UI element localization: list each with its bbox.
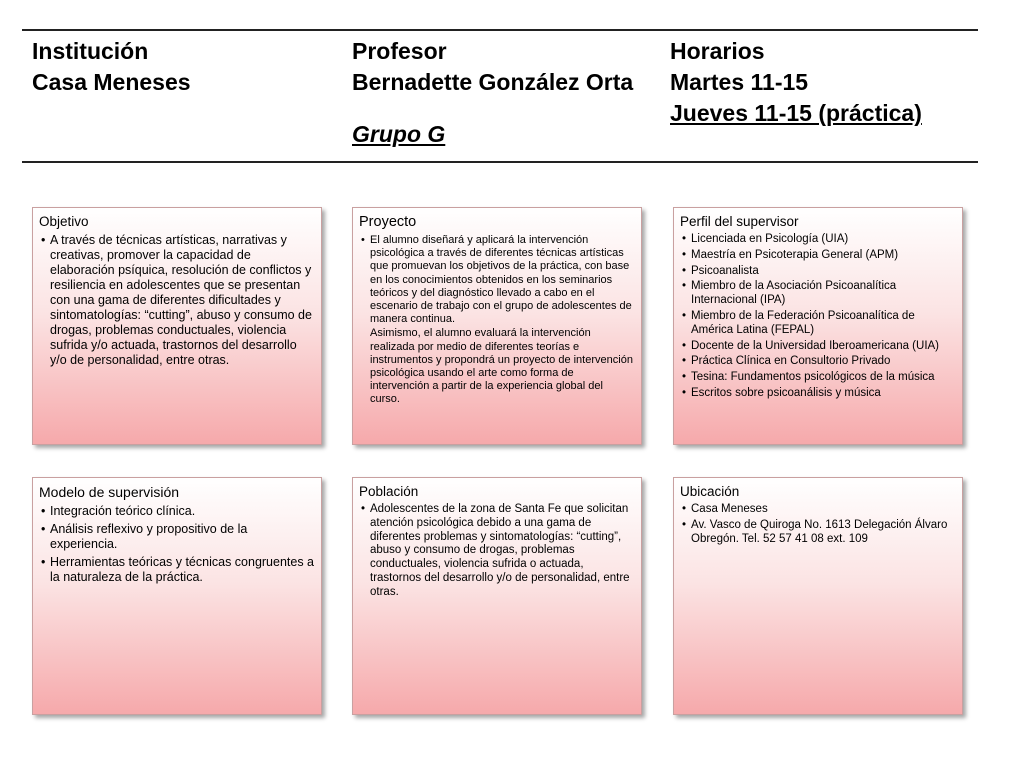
list-item: • Práctica Clínica en Consultorio Privado	[680, 355, 956, 369]
card-perfil	[673, 207, 963, 445]
card-title: Perfil del supervisor	[680, 214, 799, 229]
list-item: • Tesina: Fundamentos psicológicos de la música	[680, 371, 956, 385]
profesor-label: Profesor	[352, 38, 447, 64]
card-ubicacion	[673, 477, 963, 715]
proyecto-continuation: Asimismo, el alumno evaluará la intervención realizada por medio de diferentes teorías e instrumentos y propondrá un proyecto de intervención psicológica usando el arte como forma de intervención a partir de la experiencia global del curso.	[370, 327, 633, 406]
profesor-value: Bernadette González Orta	[352, 69, 634, 95]
header-institucion	[32, 36, 191, 98]
horarios-label: Horarios	[670, 38, 765, 64]
card-title: Objetivo	[39, 214, 89, 229]
horario-jueves: Jueves 11-15 (práctica)	[670, 100, 922, 126]
card-title: Proyecto	[359, 214, 417, 230]
header-profesor	[352, 36, 633, 150]
institucion-value: Casa Meneses	[32, 69, 191, 95]
list-item: • Escritos sobre psicoanálisis y música	[680, 387, 956, 401]
list-item: • Psicoanalista	[680, 265, 956, 279]
list-item: • Miembro de la Asociación Psicoanalítica Internacional (IPA)	[680, 280, 956, 308]
card-proyecto	[352, 207, 642, 445]
list-item: • Av. Vasco de Quiroga No. 1613 Delegación Álvaro Obregón. Tel. 52 57 41 08 ext. 109	[680, 519, 956, 547]
list-item: • A través de técnicas artísticas, narrativas y creativas, promover la capacidad de elaboración psíquica, resolución de conflictos y resiliencia en adolescentes que se presentan con una gama de diferentes dificultades y sintomatologías: “cutting”, abuso y consumo de drogas, problemas conductuales, violencia sufrida y/o actuada, trastornos del desarrollo y/o de personalidad, entre otras.	[39, 233, 315, 368]
institucion-label: Institución	[32, 38, 149, 64]
list-item: • Maestría en Psicoterapia General (APM)	[680, 249, 956, 263]
card-poblacion	[352, 477, 642, 715]
list-item: • Casa Meneses	[680, 503, 956, 517]
list-item: • Docente de la Universidad Iberoamericana (UIA)	[680, 340, 956, 354]
list-item: • El alumno diseñará y aplicará la intervención psicológica a través de diferentes técnicas artísticas que promuevan los objetivos de la práctica, con base en los conocimientos obtenidos en los seminarios teóricos y del diagnóstico llevado a cabo en el escenario de trabajo con el grupo de adolescentes de manera continua.	[359, 234, 635, 326]
list-item: • Licenciada en Psicología (UIA)	[680, 233, 956, 247]
grupo-label: Grupo G	[352, 121, 446, 147]
list-item: • Adolescentes de la zona de Santa Fe que solicitan atención psicológica debido a una gama de diferentes problemas y sintomatologías: “cutting”, abuso y consumo de drogas, problemas conductuales, violencia sufrida o actuada, trastornos del desarrollo y/o de personalidad, entre otras.	[359, 503, 635, 600]
header-top-rule	[22, 29, 978, 31]
card-title: Modelo de supervisión	[39, 484, 180, 500]
card-modelo-supervision	[32, 477, 322, 715]
header-bottom-rule	[22, 161, 978, 163]
list-item: • Análisis reflexivo y propositivo de la experiencia.	[39, 522, 315, 552]
header-horarios	[670, 36, 922, 129]
card-objetivo	[32, 207, 322, 445]
card-title: Población	[359, 484, 419, 499]
list-item: • Herramientas teóricas y técnicas congruentes a la naturaleza de la práctica.	[39, 555, 315, 585]
list-item: • Integración teórico clínica.	[39, 504, 315, 519]
list-item: • Miembro de la Federación Psicoanalítica de América Latina (FEPAL)	[680, 310, 956, 338]
horario-martes: Martes 11-15	[670, 69, 809, 95]
card-title: Ubicación	[680, 484, 740, 499]
